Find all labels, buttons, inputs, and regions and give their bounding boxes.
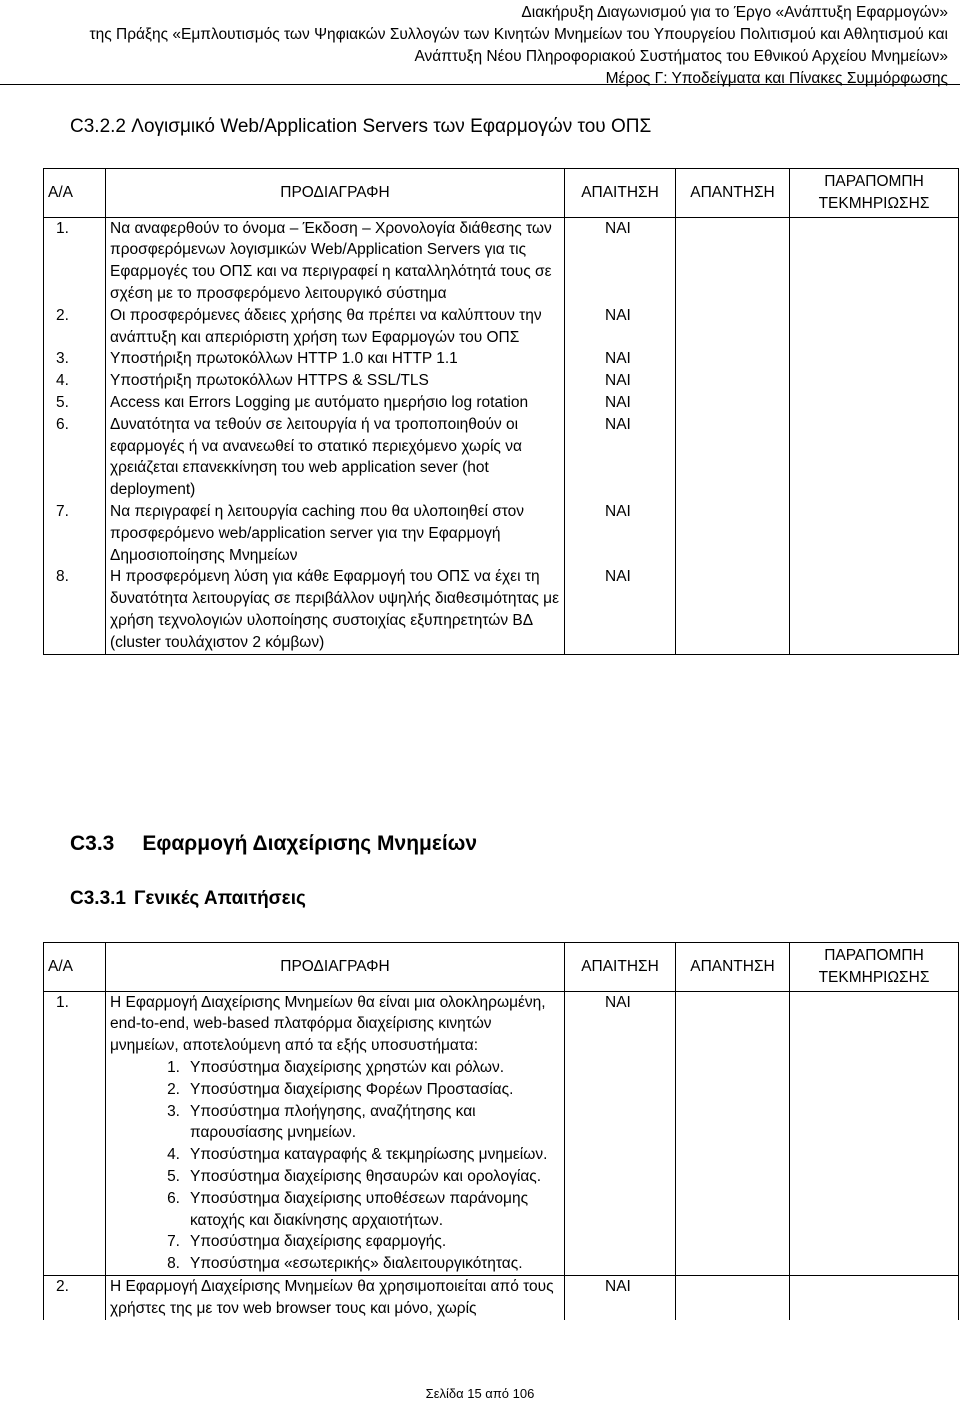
- col-header-req: ΑΠΑΙΤΗΣΗ: [565, 943, 676, 992]
- header-line: Μέρος Γ: Υποδείγματα και Πίνακες Συμμόρφωσης: [605, 70, 948, 87]
- row-answer[interactable]: [676, 566, 790, 654]
- row-reference[interactable]: [790, 991, 959, 1275]
- compliance-table-web-servers: [43, 168, 959, 655]
- row-number: 6.: [44, 414, 106, 501]
- col-header-ans: ΑΠΑΝΤΗΣΗ: [676, 169, 790, 218]
- row-requirement: ΝΑΙ: [565, 991, 676, 1275]
- row-answer[interactable]: [676, 392, 790, 414]
- subsection-number: C3.3.1: [70, 888, 126, 909]
- list-item: 7. Υποσύστημα διαχείρισης εφαρμογής.: [167, 1233, 447, 1251]
- subsystem-list: [110, 1057, 560, 1275]
- row-answer[interactable]: [676, 217, 790, 305]
- list-item: 4. Υποσύστημα καταγραφής & τεκμηρίωσης μνημείων.: [167, 1146, 548, 1164]
- row-reference[interactable]: [790, 501, 959, 566]
- row-requirement: ΝΑΙ: [565, 348, 676, 370]
- list-item: 6. Υποσύστημα διαχείρισης υποθέσεων παράνομης κατοχής και διακίνησης αρχαιοτήτων.: [167, 1189, 529, 1229]
- row-reference[interactable]: [790, 392, 959, 414]
- row-number: 2.: [44, 1275, 106, 1319]
- row-requirement: ΝΑΙ: [565, 566, 676, 654]
- row-number: 4.: [44, 370, 106, 392]
- table-row: [44, 1275, 959, 1319]
- section-heading-monuments-app: [70, 832, 477, 856]
- header-line: της Πράξης «Εμπλουτισμός των Ψηφιακών Συλλογών των Κινητών Μνημείων του Υπουργείου Πολιτισμού και Αθλητισμού και: [89, 26, 948, 43]
- subsection-heading-text: Γενικές Απαιτήσεις: [133, 888, 306, 909]
- row-reference[interactable]: [790, 566, 959, 654]
- table-row: [44, 501, 959, 566]
- table-header-row: [44, 169, 959, 218]
- row-spec: Η Εφαρμογή Διαχείρισης Μνημείων θα χρησιμοποιείται από τους χρήστες της με τον web browser τους και μόνο, χωρίς: [106, 1275, 565, 1319]
- row-spec: Υποστήριξη πρωτοκόλλων HTTPS & SSL/TLS: [106, 370, 565, 392]
- header-line: Διακήρυξη Διαγωνισμού για το Έργο «Ανάπτυξη Εφαρμογών»: [521, 4, 948, 21]
- subsection-heading-general: [70, 888, 306, 910]
- row-spec: Υποστήριξη πρωτοκόλλων HTTP 1.0 και HTTP 1.1: [106, 348, 565, 370]
- header-rule: [0, 84, 960, 85]
- col-header-spec: ΠΡΟΔΙΑΓΡΑΦΗ: [106, 169, 565, 218]
- col-header-aa: Α/Α: [44, 943, 106, 992]
- row-answer[interactable]: [676, 348, 790, 370]
- list-item: 5. Υποσύστημα διαχείρισης θησαυρών και ορολογίας.: [167, 1167, 542, 1185]
- table-header-row: [44, 943, 959, 992]
- col-header-spec: ΠΡΟΔΙΑΓΡΑΦΗ: [106, 943, 565, 992]
- page-header: [8, 2, 948, 90]
- row-requirement: ΝΑΙ: [565, 370, 676, 392]
- row-number: 2.: [44, 305, 106, 349]
- row-answer[interactable]: [676, 370, 790, 392]
- table-row: [44, 217, 959, 305]
- col-header-req: ΑΠΑΙΤΗΣΗ: [565, 169, 676, 218]
- row-requirement: ΝΑΙ: [565, 217, 676, 305]
- section-heading-text: Εφαρμογή Διαχείρισης Μνημείων: [142, 832, 478, 855]
- section-title-web-servers: C3.2.2 Λογισμικό Web/Application Servers των Εφαρμογών του ΟΠΣ: [70, 116, 652, 137]
- row-spec: Οι προσφερόμενες άδειες χρήσης θα πρέπει να καλύπτουν την ανάπτυξη και απεριόριστη χρήση των Εφαρμογών του ΟΠΣ: [106, 305, 565, 349]
- row-number: 1.: [44, 991, 106, 1275]
- section-number: C3.3: [70, 832, 115, 855]
- col-header-aa: Α/Α: [44, 169, 106, 218]
- row-reference[interactable]: [790, 1275, 959, 1319]
- row-spec: Δυνατότητα να τεθούν σε λειτουργία ή να τροποποιηθούν οι εφαρμογές ή να ανανεωθεί το στατικό περιεχόμενο χωρίς να χρειάζεται επανεκκίνηση του web application sever (hot deployment): [106, 414, 565, 501]
- header-line: Ανάπτυξη Νέου Πληροφοριακού Συστήματος του Εθνικού Αρχείου Μνημείων»: [414, 48, 948, 65]
- row-spec: [106, 991, 565, 1275]
- table-row: [44, 370, 959, 392]
- row-spec: Access και Errors Logging με αυτόματο ημερήσιο log rotation: [106, 392, 565, 414]
- row-reference[interactable]: [790, 414, 959, 501]
- list-item: 3. Υποσύστημα πλοήγησης, αναζήτησης και παρουσίασης μνημείων.: [167, 1102, 476, 1142]
- row-requirement: ΝΑΙ: [565, 501, 676, 566]
- table-row: [44, 392, 959, 414]
- table-row: [44, 414, 959, 501]
- row-reference[interactable]: [790, 370, 959, 392]
- row-number: 1.: [44, 217, 106, 305]
- row-number: 5.: [44, 392, 106, 414]
- row-requirement: ΝΑΙ: [565, 1275, 676, 1319]
- row-reference[interactable]: [790, 305, 959, 349]
- table-row: [44, 566, 959, 654]
- row-answer[interactable]: [676, 991, 790, 1275]
- row-answer[interactable]: [676, 414, 790, 501]
- list-item: 1. Υποσύστημα διαχείρισης χρηστών και ρόλων.: [167, 1058, 505, 1076]
- table-row: [44, 991, 959, 1275]
- row-number: 7.: [44, 501, 106, 566]
- row-reference[interactable]: [790, 217, 959, 305]
- row-requirement: ΝΑΙ: [565, 305, 676, 349]
- row-requirement: ΝΑΙ: [565, 392, 676, 414]
- row-spec-text: Η Εφαρμογή Διαχείρισης Μνημείων θα είναι μια ολοκληρωμένη, end-to-end, web-based πλατφόρμα διαχείρισης κινητών μνημείων, αποτελούμενη από τα εξής υποσυστήματα:: [110, 993, 546, 1055]
- col-header-ans: ΑΠΑΝΤΗΣΗ: [676, 943, 790, 992]
- row-number: 3.: [44, 348, 106, 370]
- row-spec: Να περιγραφεί η λειτουργία caching που θα υλοποιηθεί στον προσφερόμενο web/application server για την Εφαρμογή Δημοσιοποίησης Μνημείων: [106, 501, 565, 566]
- row-answer[interactable]: [676, 1275, 790, 1319]
- list-item: 8. Υποσύστημα «εσωτερικής» διαλειτουργικότητας.: [167, 1255, 523, 1273]
- compliance-table-general: [43, 942, 959, 1320]
- row-spec: Η προσφερόμενη λύση για κάθε Εφαρμογή του ΟΠΣ να έχει τη δυνατότητα λειτουργίας σε περιβάλλον υψηλής διαθεσιμότητας με χρήση τεχνολογιών υλοποίησης συστοιχίας εξυπηρετητών ΒΔ (cluster τουλάχιστον 2 κόμβων): [106, 566, 565, 654]
- table-row: [44, 348, 959, 370]
- row-answer[interactable]: [676, 305, 790, 349]
- row-requirement: ΝΑΙ: [565, 414, 676, 501]
- page-number: Σελίδα 15 από 106: [425, 1386, 535, 1401]
- row-spec: Να αναφερθούν το όνομα – Έκδοση – Χρονολογία διάθεσης των προσφερόμενων λογισμικών Web/Application Servers για τις Εφαρμογές του ΟΠΣ και να περιγραφεί η καταλληλότητά τους σε σχέση με το προσφερόμενο λειτουργικό σύστημα: [106, 217, 565, 305]
- row-answer[interactable]: [676, 501, 790, 566]
- col-header-ref: ΠΑΡΑΠΟΜΠΗ ΤΕΚΜΗΡΙΩΣΗΣ: [790, 169, 959, 218]
- row-number: 8.: [44, 566, 106, 654]
- table-row: [44, 305, 959, 349]
- row-reference[interactable]: [790, 348, 959, 370]
- list-item: 2. Υποσύστημα διαχείρισης Φορέων Προστασίας.: [167, 1080, 514, 1098]
- col-header-ref: ΠΑΡΑΠΟΜΠΗ ΤΕΚΜΗΡΙΩΣΗΣ: [790, 943, 959, 992]
